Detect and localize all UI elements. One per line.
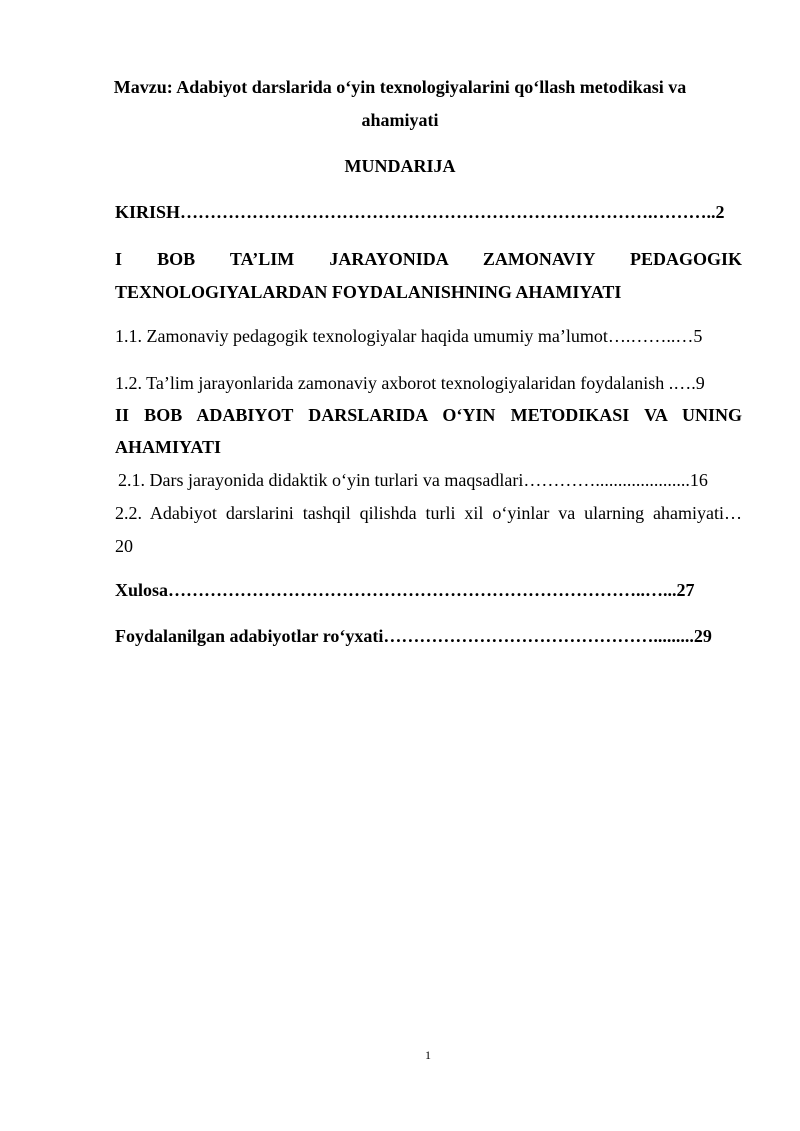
contents-heading: MUNDARIJA <box>344 156 456 176</box>
topic-title-line-2: ahamiyati <box>361 110 439 130</box>
toc-chapter-1-line-1: I BOB TA’LIM JARAYONIDA ZAMONAVIY PEDAGOGIK <box>115 249 742 269</box>
toc-section-1-2: 1.2. Ta’lim jarayonlarida zamonaviy axborot texnologiyalaridan foydalanish .….9 <box>115 373 705 393</box>
page-number: 1 <box>425 1048 431 1062</box>
toc-entry-xulosa: Xulosa……………………………………………………………………..…...27 <box>115 580 695 600</box>
toc-entry-kirish: KIRISH…………………………………………………………………….………..2 <box>115 202 725 222</box>
toc-section-2-1: 2.1. Dars jarayonida didaktik o‘yin turlari va maqsadlari………….....................16 <box>118 470 708 490</box>
toc-section-1-1: 1.1. Zamonaviy pedagogik texnologiyalar haqida umumiy ma’lumot….……..…5 <box>115 326 703 346</box>
topic-title-line-1: Mavzu: Adabiyot darslarida o‘yin texnologiyalarini qo‘llash metodikasi va <box>113 77 687 97</box>
toc-chapter-2-line-1: II BOB ADABIYOT DARSLARIDA O‘YIN METODIKASI VA UNING <box>115 405 742 425</box>
toc-entry-references: Foydalanilgan adabiyotlar ro‘yxati……………………………………….........29 <box>115 626 712 646</box>
toc-section-2-2-line-2: 20 <box>115 536 133 556</box>
toc-chapter-1-line-2: TEXNOLOGIYALARDAN FOYDALANISHNING AHAMIYATI <box>115 282 622 302</box>
toc-section-2-2-line-1: 2.2. Adabiyot darslarini tashqil qilishda turli xil o‘yinlar va ularning ahamiyati… <box>115 503 742 523</box>
toc-chapter-2-line-2: AHAMIYATI <box>115 437 222 457</box>
